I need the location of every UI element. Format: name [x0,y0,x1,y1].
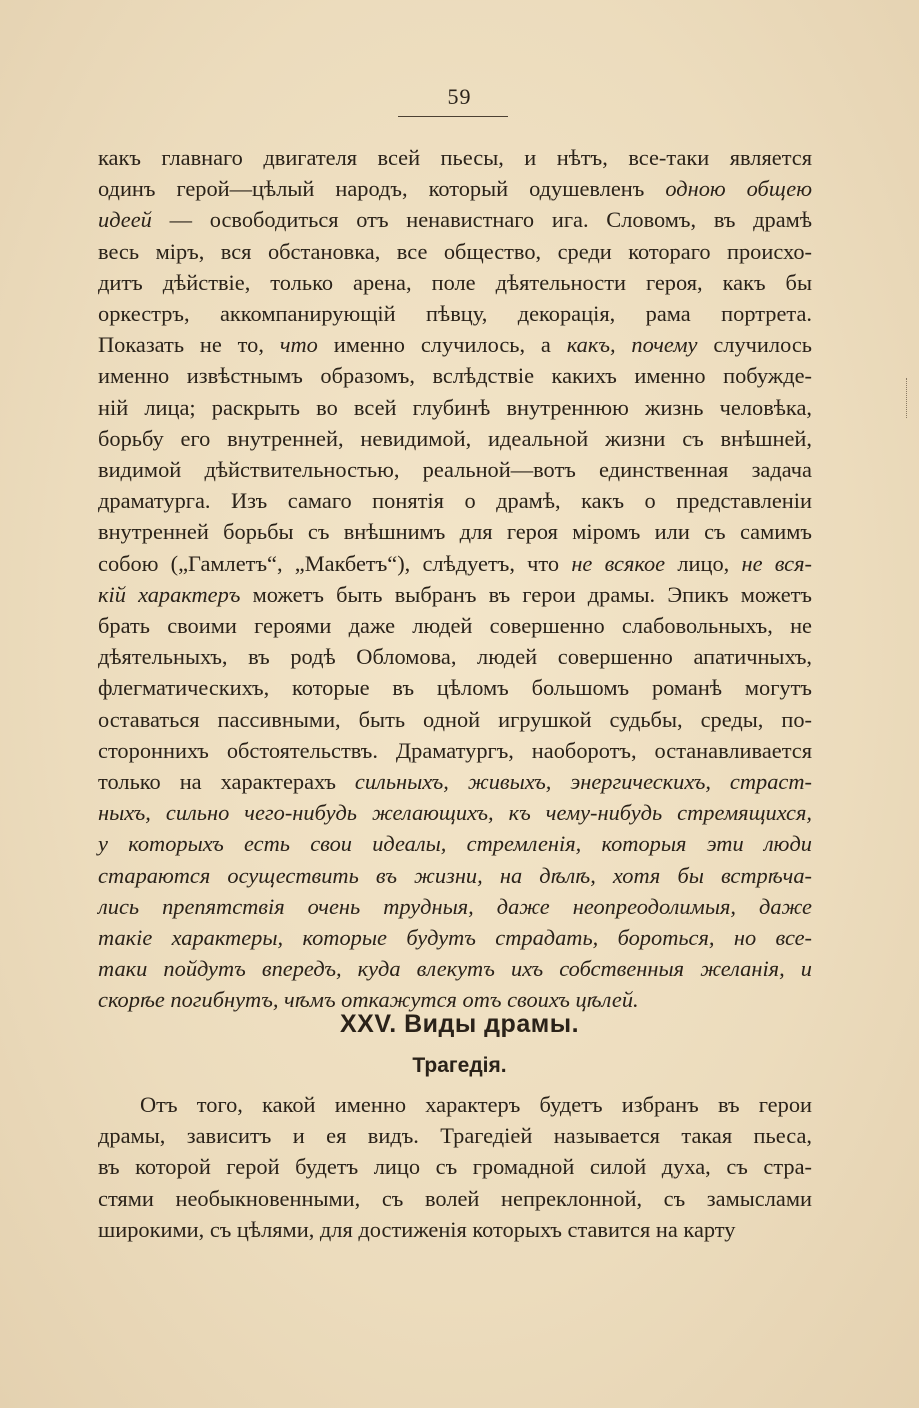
text-line [98,1120,812,1151]
section-title: XXV. Виды драмы. [339,1010,580,1038]
page-number: 59 [447,84,472,109]
margin-mark [906,378,910,418]
text-run: оркестръ, аккомпанирующій пѣвцу, декорація, рама портрета. [98,301,812,327]
italic-text: у которыхъ есть свои идеалы, стремленія, которыя эти люди [98,831,812,857]
text-line [98,360,812,391]
text-run: брать своими героями даже людей совершенно слабовольныхъ, не [98,613,812,639]
text-line [98,579,812,610]
text-run: именно случилось, а [317,332,567,358]
text-run: Отъ того, какой именно характеръ будетъ избранъ въ герои [140,1092,812,1117]
text-run: одинъ герой—цѣлый народъ, который одушевленъ [98,176,666,202]
italic-text: таки пойдутъ впередъ, куда влекутъ ихъ собственныя желанія, и [98,956,812,982]
text-run: случилось [697,332,812,358]
text-line [98,1183,812,1214]
text-line [98,828,812,859]
text-line [98,735,812,766]
text-line [98,1089,812,1120]
text-run: борьбу его внутренней, невидимой, идеальной жизни съ внѣшней, [98,425,812,451]
text-run: лицо, [665,550,742,576]
text-line [98,672,812,703]
text-run: внутренней борьбы съ внѣшнимъ для героя міромъ или съ самимъ [98,519,812,545]
text-line [98,641,812,672]
text-line [98,485,812,516]
italic-text: ныхъ, сильно чего-нибудь желающихъ, къ чему-нибудь стремящихся, [98,800,812,826]
text-line [98,236,812,267]
text-line [98,173,812,204]
text-line [98,329,812,360]
text-run: стями необыкновенными, съ волей непреклонной, съ замыслами [98,1185,812,1211]
text-line [98,454,812,485]
text-line [98,548,812,579]
text-run: дитъ дѣйствіе, только арена, поле дѣятельности героя, какъ бы [98,269,812,295]
text-run: — освободиться отъ ненавистнаго ига. Словомъ, въ драмѣ [151,207,812,233]
text-run: собою („Гамлетъ“, „Макбетъ“), слѣдуетъ, что [98,550,572,576]
text-run: оставаться пассивными, быть одной игрушкой судьбы, среды, по- [98,706,812,732]
italic-text: сильныхъ, живыхъ, энергическихъ, страст- [354,769,812,795]
text-run: именно извѣстнымъ образомъ, вслѣдствіе какихъ именно побужде- [98,363,812,389]
text-run: весь міръ, вся обстановка, все общество, среди котораго происхо- [98,238,812,264]
text-run: стороннихъ обстоятельствъ. Драматургъ, наоборотъ, останавливается [98,737,812,763]
text-line [98,516,812,547]
italic-text: скорѣе погибнутъ, чѣмъ откажутся отъ своихъ цѣлей. [98,987,639,1013]
text-run: видимой дѣйствительностью, реальной—вотъ единственная задача [98,457,812,483]
italic-text: не всякое [571,550,666,576]
italic-text: не вся- [741,550,812,576]
text-run: широкими, съ цѣлями, для достиженія которыхъ ставится на карту [98,1216,736,1242]
italic-text: идеей [98,207,152,233]
italic-text: кій характеръ [98,581,241,607]
text-line [98,1214,812,1245]
header-rule [398,116,508,117]
text-line [98,204,812,235]
text-line [98,953,812,984]
italic-text: одною общею [665,176,813,202]
text-run: какъ главнаго двигателя всей пьесы, и нѣтъ, все-таки является [98,145,812,170]
text-line [98,860,812,891]
text-line [98,1151,812,1182]
text-line [98,610,812,641]
text-line [98,766,812,797]
subsection-title: Трагедія. [412,1054,507,1077]
italic-text: какъ, почему [566,332,698,358]
text-line [98,423,812,454]
text-run: драмы, зависитъ и ея видъ. Трагедіей называется такая пьеса, [98,1123,812,1149]
text-line [98,267,812,298]
text-line [98,704,812,735]
italic-text: стараются осуществить въ жизни, на дѣлѣ, хотя бы встрѣча- [98,862,812,888]
text-run: драматурга. Изъ самаго понятія о драмѣ, какъ о представленіи [98,488,812,514]
text-run: флегматическихъ, которые въ цѣломъ большомъ романѣ могутъ [98,675,812,701]
text-line [98,392,812,423]
text-line [98,891,812,922]
italic-text: такіе характеры, которые будутъ страдать, бороться, но все- [98,925,812,951]
text-line [98,797,812,828]
italic-text: лись препятствія очень трудныя, даже неопреодолимыя, даже [98,893,812,919]
text-run: только на характерахъ [98,769,355,795]
text-line [98,298,812,329]
paragraph-1 [98,142,812,1016]
text-line [98,142,812,173]
text-run: Показать не то, [98,332,280,358]
text-run: дѣятельныхъ, въ родѣ Обломова, людей совершенно апатичныхъ, [98,644,812,670]
paragraph-2 [98,1089,812,1245]
text-line [98,922,812,953]
text-run: въ которой герой будетъ лицо съ громадной силой духа, съ стра- [98,1154,812,1180]
italic-text: что [279,332,318,358]
text-run: ній лица; раскрыть во всей глубинѣ внутреннюю жизнь человѣка, [98,394,812,420]
text-run: можетъ быть выбранъ въ герои драмы. Эпикъ можетъ [240,581,812,607]
